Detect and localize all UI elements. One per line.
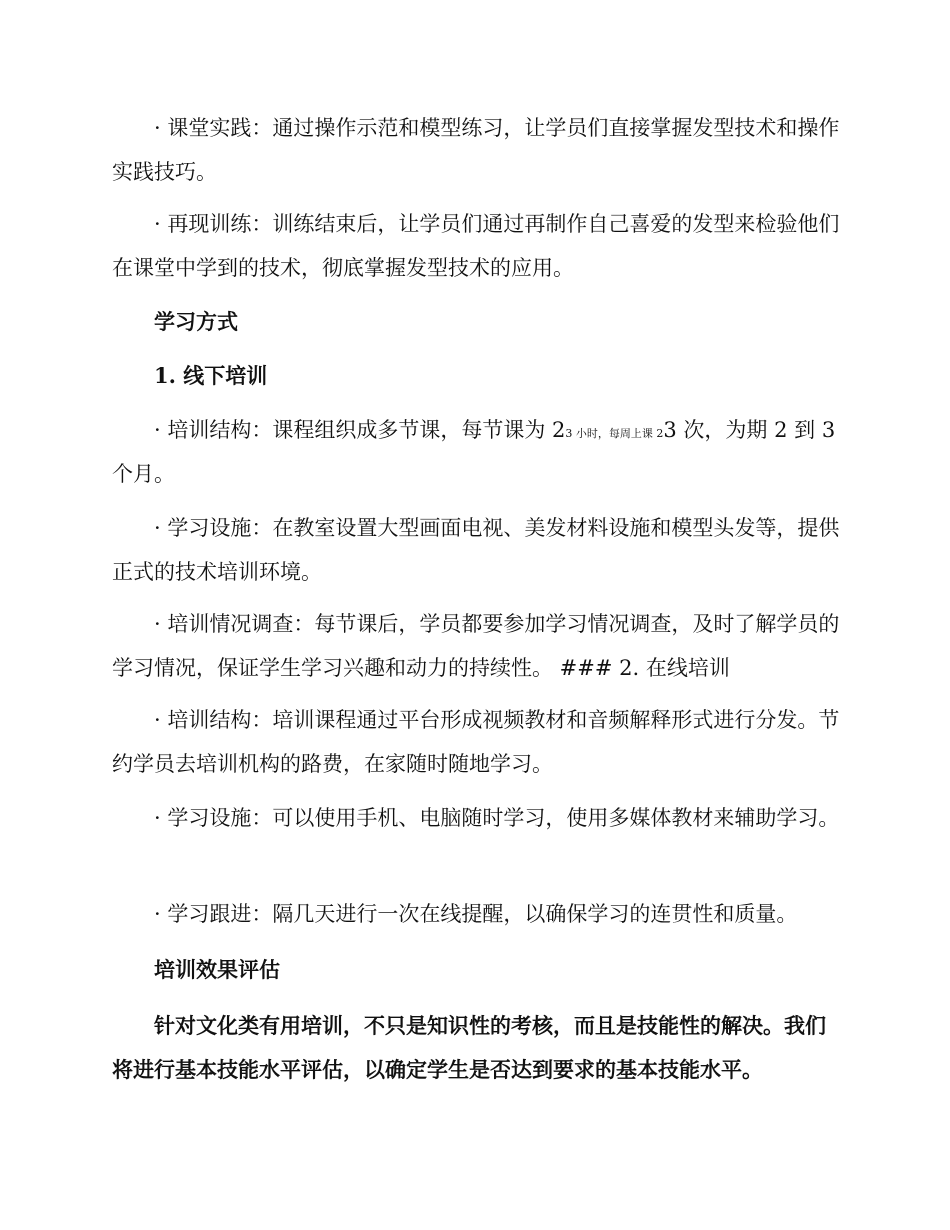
paragraph-learning-followup: · 学习跟进：隔几天进行一次在线提醒，以确保学习的连贯性和质量。 bbox=[154, 902, 798, 926]
training-structure-part-1: · 培训结构：课程组织成多节课，每节课为 2 bbox=[154, 418, 566, 442]
heading-learning-methods: 学习方式 bbox=[154, 309, 238, 334]
paragraph-evaluation-summary: 针对文化类有用培训，不只是知识性的考核，而且是技能性的解决。我们将进行基本技能水平评估，以确定学生是否达到要求的基本技能水平。 bbox=[112, 1013, 826, 1082]
paragraph-reproduction-training: · 再现训练：训练结束后，让学员们通过再制作自己喜爱的发型来检验他们在课堂中学到的技术，彻底掌握发型技术的应用。 bbox=[112, 212, 840, 280]
paragraph-learning-facilities-offline: · 学习设施：在教室设置大型画面电视、美发材料设施和模型头发等，提供正式的技术培训环境。 bbox=[112, 516, 840, 584]
heading-training-evaluation: 培训效果评估 bbox=[154, 957, 280, 982]
training-structure-part-3: 3 次，为期 2 到 3 个月。 bbox=[112, 418, 836, 486]
heading-offline-training: 1. 线下培训 bbox=[154, 363, 268, 388]
paragraph-training-structure-online: · 培训结构：培训课程通过平台形成视频教材和音频解释形式进行分发。节约学员去培训机构的路费，在家随时随地学习。 bbox=[112, 708, 840, 776]
paragraph-training-structure-offline bbox=[112, 408, 840, 496]
paragraph-training-survey: · 培训情况调查：每节课后，学员都要参加学习情况调查，及时了解学员的学习情况，保证学生学习兴趣和动力的持续性。 ### 2. 在线培训 bbox=[112, 612, 840, 680]
paragraph-learning-facilities-online: · 学习设施：可以使用手机、电脑随时学习，使用多媒体教材来辅助学习。 bbox=[154, 806, 840, 830]
paragraph-classroom-practice: · 课堂实践：通过操作示范和模型练习，让学员们直接掌握发型技术和操作实践技巧。 bbox=[112, 116, 840, 184]
training-structure-part-2: 3 小时，每周上课 2 bbox=[565, 427, 664, 440]
